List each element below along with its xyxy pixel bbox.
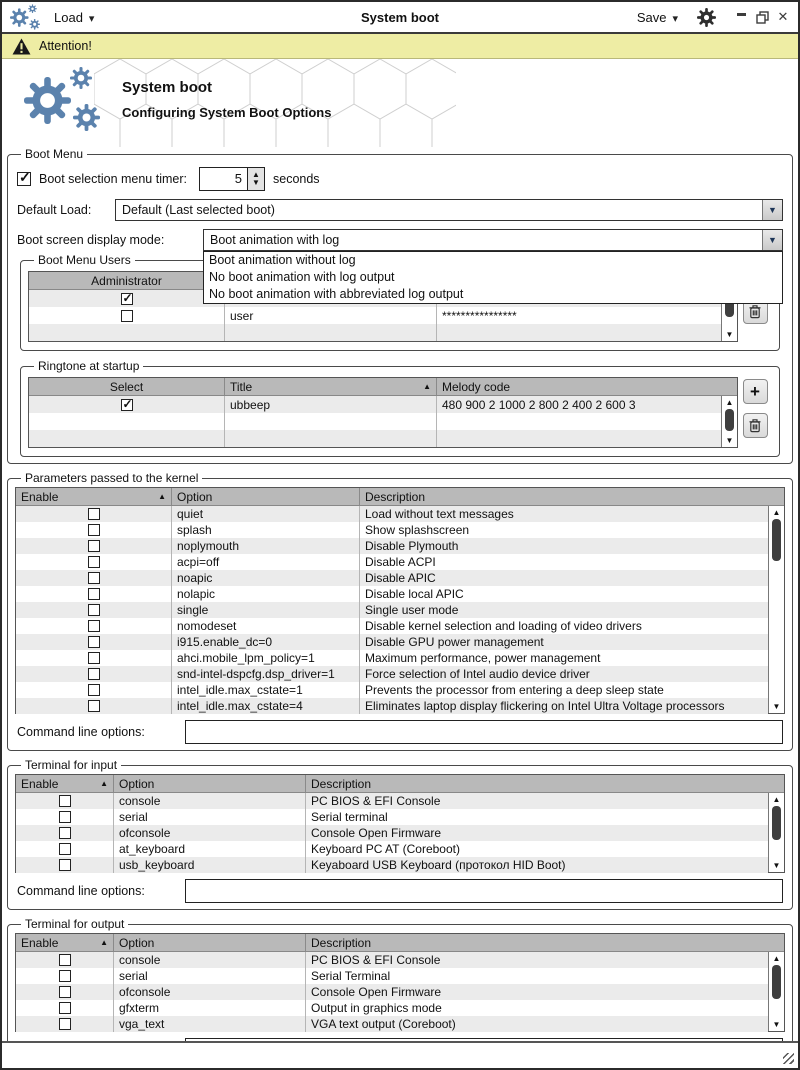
chevron-down-icon <box>89 10 95 25</box>
option-cell: console <box>114 793 306 809</box>
minimize-button[interactable] <box>734 10 748 24</box>
terminal-input-table-header[interactable] <box>16 775 784 793</box>
enable-checkbox[interactable] <box>59 1002 71 1014</box>
spinner-arrows-icon[interactable]: ▲ ▼ <box>247 168 264 190</box>
kernel-table-header[interactable] <box>16 488 784 506</box>
window-title: System boot <box>360 9 439 25</box>
dropdown-option[interactable]: No boot animation with log output <box>209 270 395 284</box>
enable-cell <box>16 952 114 968</box>
boot-menu-legend: Boot Menu <box>25 147 84 161</box>
scroll-up-icon[interactable] <box>769 793 784 806</box>
gears-icon <box>24 67 104 135</box>
table-row <box>16 650 768 666</box>
description-cell: VGA text output (Coreboot) <box>311 1017 456 1031</box>
description-cell: Maximum performance, power management <box>365 651 601 665</box>
melody-cell: 480 900 2 1000 2 800 2 400 2 600 3 <box>442 397 636 412</box>
terminal-input-legend: Terminal for input <box>25 758 118 772</box>
enable-cell <box>16 682 172 698</box>
description-cell: Console Open Firmware <box>311 826 442 840</box>
scroll-down-icon[interactable] <box>722 434 737 447</box>
enable-checkbox[interactable] <box>59 811 71 823</box>
enable-checkbox[interactable] <box>88 540 100 552</box>
select-cell <box>29 396 225 413</box>
table-row <box>16 522 768 538</box>
display-mode-select[interactable] <box>203 229 783 301</box>
enable-cell <box>16 841 114 857</box>
page-subtitle: Configuring System Boot Options <box>122 105 332 120</box>
kernel-params-legend: Parameters passed to the kernel <box>25 471 199 485</box>
boot-timer-unit: seconds <box>273 172 320 186</box>
table-row <box>16 1000 768 1016</box>
option-cell: at_keyboard <box>114 841 306 857</box>
option-cell: quiet <box>172 506 360 522</box>
scroll-down-icon[interactable] <box>769 859 784 872</box>
title-cell <box>225 413 437 430</box>
sort-ascending-icon <box>154 492 166 501</box>
option-cell: usb_keyboard <box>114 857 306 873</box>
table-row <box>29 307 721 324</box>
table-row <box>16 1016 768 1032</box>
terminal-input-cmdline-input[interactable] <box>185 879 783 903</box>
boot-menu-group <box>7 147 793 464</box>
table-row <box>16 698 768 714</box>
kernel-cmdline-input[interactable] <box>185 720 783 744</box>
sort-ascending-icon <box>96 938 108 947</box>
description-cell: Show splashscreen <box>365 523 470 537</box>
enable-cell <box>16 793 114 809</box>
app-gears-icon <box>10 4 40 30</box>
warning-icon <box>12 38 31 55</box>
enable-checkbox[interactable] <box>88 556 100 568</box>
enable-checkbox[interactable] <box>88 620 100 632</box>
table-row <box>16 984 768 1000</box>
page-title: System boot <box>122 79 213 96</box>
option-cell: snd-intel-dspcfg.dsp_driver=1 <box>172 666 360 682</box>
table-row <box>16 968 768 984</box>
enable-cell <box>16 570 172 586</box>
attention-text: Attention! <box>39 39 92 53</box>
table-row <box>16 506 768 522</box>
table-row <box>16 666 768 682</box>
enable-checkbox[interactable] <box>88 668 100 680</box>
default-load-value: Default (Last selected boot) <box>122 203 275 217</box>
description-cell: Disable GPU power management <box>365 635 544 649</box>
table-row <box>29 430 721 447</box>
boot-timer-spinner[interactable] <box>199 167 265 191</box>
ringtone-legend: Ringtone at startup <box>38 359 140 373</box>
table-row <box>16 602 768 618</box>
enable-cell <box>16 857 114 873</box>
enable-checkbox[interactable] <box>59 795 71 807</box>
trash-icon <box>748 418 762 433</box>
description-cell: Single user mode <box>365 603 459 617</box>
chevron-down-icon[interactable] <box>762 200 782 220</box>
description-cell: Console Open Firmware <box>311 985 442 999</box>
table-row <box>16 809 768 825</box>
enable-checkbox[interactable] <box>88 588 100 600</box>
boot-timer-value: 5 <box>234 171 242 186</box>
save-menu-button[interactable] <box>633 8 682 27</box>
password-cell <box>437 324 721 341</box>
enable-column-header: Enable <box>21 776 59 791</box>
table-row <box>29 396 721 413</box>
cmdline-label: Command line options: <box>17 725 145 739</box>
chevron-down-icon <box>672 10 678 25</box>
description-cell: Disable Plymouth <box>365 539 459 553</box>
description-cell: Force selection of Intel audio device driver <box>365 667 590 681</box>
description-column-header: Description <box>365 489 426 504</box>
save-menu-label: Save <box>636 9 667 25</box>
kernel-params-table <box>15 487 785 714</box>
table-row <box>16 586 768 602</box>
enable-cell <box>16 666 172 682</box>
table-row <box>16 538 768 554</box>
admin-cell <box>29 324 225 341</box>
attention-banner <box>2 34 798 59</box>
description-cell: Load without text messages <box>365 507 514 521</box>
table-row <box>16 682 768 698</box>
enable-cell <box>16 809 114 825</box>
enable-checkbox[interactable] <box>59 986 71 998</box>
cmdline-label: Command line options: <box>17 884 145 898</box>
enable-cell <box>16 968 114 984</box>
option-cell: intel_idle.max_cstate=1 <box>172 682 360 698</box>
description-cell: Output in graphics mode <box>311 1001 442 1015</box>
load-menu-label: Load <box>54 9 83 25</box>
sort-ascending-icon <box>96 779 108 788</box>
option-cell: serial <box>114 809 306 825</box>
enable-cell <box>16 698 172 714</box>
enable-cell <box>16 650 172 666</box>
vertical-scrollbar[interactable] <box>721 396 737 447</box>
option-cell: nolapic <box>172 586 360 602</box>
description-cell: Serial terminal <box>311 810 388 824</box>
enable-cell <box>16 602 172 618</box>
table-row <box>29 324 721 341</box>
enable-checkbox[interactable] <box>88 684 100 696</box>
terminal-output-table <box>15 933 785 1032</box>
enable-checkbox[interactable] <box>88 572 100 584</box>
description-cell: Disable APIC <box>365 571 436 585</box>
title-column-header: Title <box>230 379 253 394</box>
table-row <box>16 793 768 809</box>
description-cell: Keyaboard USB Keyboard (протокол HID Boot) <box>311 858 566 872</box>
description-cell: PC BIOS & EFI Console <box>311 794 441 808</box>
description-cell: Serial Terminal <box>311 969 391 983</box>
table-row <box>16 570 768 586</box>
boot-timer-checkbox[interactable] <box>17 172 31 186</box>
name-cell: user <box>225 307 437 324</box>
option-cell: intel_idle.max_cstate=4 <box>172 698 360 714</box>
description-cell: Disable kernel selection and loading of video drivers <box>365 619 642 633</box>
enable-checkbox[interactable] <box>88 508 100 520</box>
option-cell: noapic <box>172 570 360 586</box>
scroll-up-icon[interactable] <box>722 396 737 409</box>
enable-cell <box>16 554 172 570</box>
option-cell: serial <box>114 968 306 984</box>
admin-cell <box>29 307 225 324</box>
enable-checkbox[interactable] <box>59 843 71 855</box>
enable-checkbox[interactable] <box>59 859 71 871</box>
option-column-header: Option <box>119 776 155 791</box>
enable-checkbox[interactable] <box>59 954 71 966</box>
enable-cell <box>16 634 172 650</box>
default-load-label: Default Load: <box>17 203 92 217</box>
description-cell: Disable ACPI <box>365 555 436 569</box>
enable-checkbox[interactable] <box>88 652 100 664</box>
admin-checkbox[interactable] <box>121 310 133 322</box>
table-row <box>16 825 768 841</box>
enable-cell <box>16 1000 114 1016</box>
default-load-select[interactable] <box>115 199 783 221</box>
enable-column-header: Enable <box>21 489 59 504</box>
chevron-down-icon[interactable] <box>762 230 782 250</box>
option-cell: console <box>114 952 306 968</box>
melody-cell <box>437 430 721 447</box>
enable-cell <box>16 506 172 522</box>
table-row <box>16 952 768 968</box>
terminal-output-legend: Terminal for output <box>25 917 125 931</box>
option-cell: gfxterm <box>114 1000 306 1016</box>
name-cell <box>225 324 437 341</box>
scroll-up-icon[interactable] <box>769 952 784 965</box>
enable-cell <box>16 984 114 1000</box>
option-cell: ofconsole <box>114 825 306 841</box>
table-row <box>16 841 768 857</box>
scroll-down-icon[interactable] <box>769 700 784 713</box>
select-cell <box>29 413 225 430</box>
option-cell: ahci.mobile_lpm_policy=1 <box>172 650 360 666</box>
enable-cell <box>16 825 114 841</box>
hexagon-pattern <box>94 59 456 147</box>
description-column-header: Description <box>311 776 372 791</box>
title-bar <box>2 2 798 34</box>
table-row <box>16 618 768 634</box>
ringtone-table-header[interactable] <box>29 378 737 396</box>
vertical-scrollbar[interactable] <box>768 952 784 1031</box>
enable-checkbox[interactable] <box>59 970 71 982</box>
maximize-button[interactable] <box>755 10 769 24</box>
option-column-header: Option <box>119 935 155 950</box>
display-mode-dropdown <box>203 251 783 304</box>
table-row <box>16 857 768 873</box>
dropdown-option[interactable]: No boot animation with abbreviated log output <box>209 287 464 301</box>
close-button[interactable] <box>776 10 790 24</box>
title-cell: ubbeep <box>225 396 437 413</box>
description-cell: PC BIOS & EFI Console <box>311 953 441 967</box>
option-cell: ofconsole <box>114 984 306 1000</box>
option-cell: nomodeset <box>172 618 360 634</box>
select-column-header: Select <box>109 379 144 394</box>
enable-checkbox[interactable] <box>88 604 100 616</box>
boot-menu-users-legend: Boot Menu Users <box>38 253 131 267</box>
table-row <box>16 634 768 650</box>
vertical-scrollbar[interactable] <box>768 506 784 713</box>
settings-gear-icon[interactable] <box>696 7 716 27</box>
option-column-header: Option <box>177 489 213 504</box>
melody-cell <box>437 413 721 430</box>
page-header <box>2 59 798 147</box>
vertical-scrollbar[interactable] <box>768 793 784 872</box>
enable-cell <box>16 1016 114 1032</box>
scroll-up-icon[interactable] <box>769 506 784 519</box>
terminal-output-table-header[interactable] <box>16 934 784 952</box>
select-cell <box>29 430 225 447</box>
scroll-down-icon[interactable] <box>722 328 737 341</box>
trash-icon <box>748 304 762 319</box>
boot-timer-label: Boot selection menu timer: <box>39 172 187 186</box>
enable-checkbox[interactable] <box>88 636 100 648</box>
kernel-params-group <box>7 471 793 751</box>
scroll-down-icon[interactable] <box>769 1018 784 1031</box>
title-cell <box>225 430 437 447</box>
ringtone-table <box>28 377 738 448</box>
table-row <box>29 413 721 430</box>
option-cell: noplymouth <box>172 538 360 554</box>
enable-cell <box>16 618 172 634</box>
status-bar <box>2 1041 798 1068</box>
sort-ascending-icon <box>419 382 431 391</box>
admin-cell <box>29 290 225 307</box>
enable-column-header: Enable <box>21 935 59 950</box>
enable-cell <box>16 586 172 602</box>
terminal-input-table <box>15 774 785 873</box>
option-cell: splash <box>172 522 360 538</box>
table-row <box>16 554 768 570</box>
display-mode-value: Boot animation with log <box>210 233 340 247</box>
enable-checkbox[interactable] <box>59 827 71 839</box>
option-cell: i915.enable_dc=0 <box>172 634 360 650</box>
enable-cell <box>16 538 172 554</box>
description-cell: Disable local APIC <box>365 587 464 601</box>
option-cell: single <box>172 602 360 618</box>
password-cell: **************** <box>442 308 517 323</box>
add-ringtone-button[interactable]: + <box>743 379 768 404</box>
description-cell: Eliminates laptop display flickering on Intel Ultra Voltage processors <box>365 699 725 713</box>
option-cell: acpi=off <box>172 554 360 570</box>
admin-column-header: Administrator <box>91 273 162 288</box>
description-cell: Prevents the processor from entering a deep sleep state <box>365 683 664 697</box>
load-menu-button[interactable] <box>50 8 98 27</box>
option-cell: vga_text <box>114 1016 306 1032</box>
enable-checkbox[interactable] <box>59 1018 71 1030</box>
enable-checkbox[interactable] <box>88 524 100 536</box>
delete-ringtone-button[interactable] <box>743 413 768 438</box>
enable-checkbox[interactable] <box>88 700 100 712</box>
dropdown-option[interactable]: Boot animation without log <box>209 253 356 267</box>
resize-grip[interactable] <box>783 1053 794 1064</box>
description-cell: Keyboard PC AT (Coreboot) <box>311 842 460 856</box>
melody-column-header: Melody code <box>442 379 511 394</box>
description-column-header: Description <box>311 935 372 950</box>
select-checkbox[interactable] <box>121 399 133 411</box>
enable-cell <box>16 522 172 538</box>
ringtone-group <box>20 359 780 457</box>
terminal-input-group <box>7 758 793 910</box>
display-mode-label: Boot screen display mode: <box>17 233 165 247</box>
admin-checkbox[interactable] <box>121 293 133 305</box>
